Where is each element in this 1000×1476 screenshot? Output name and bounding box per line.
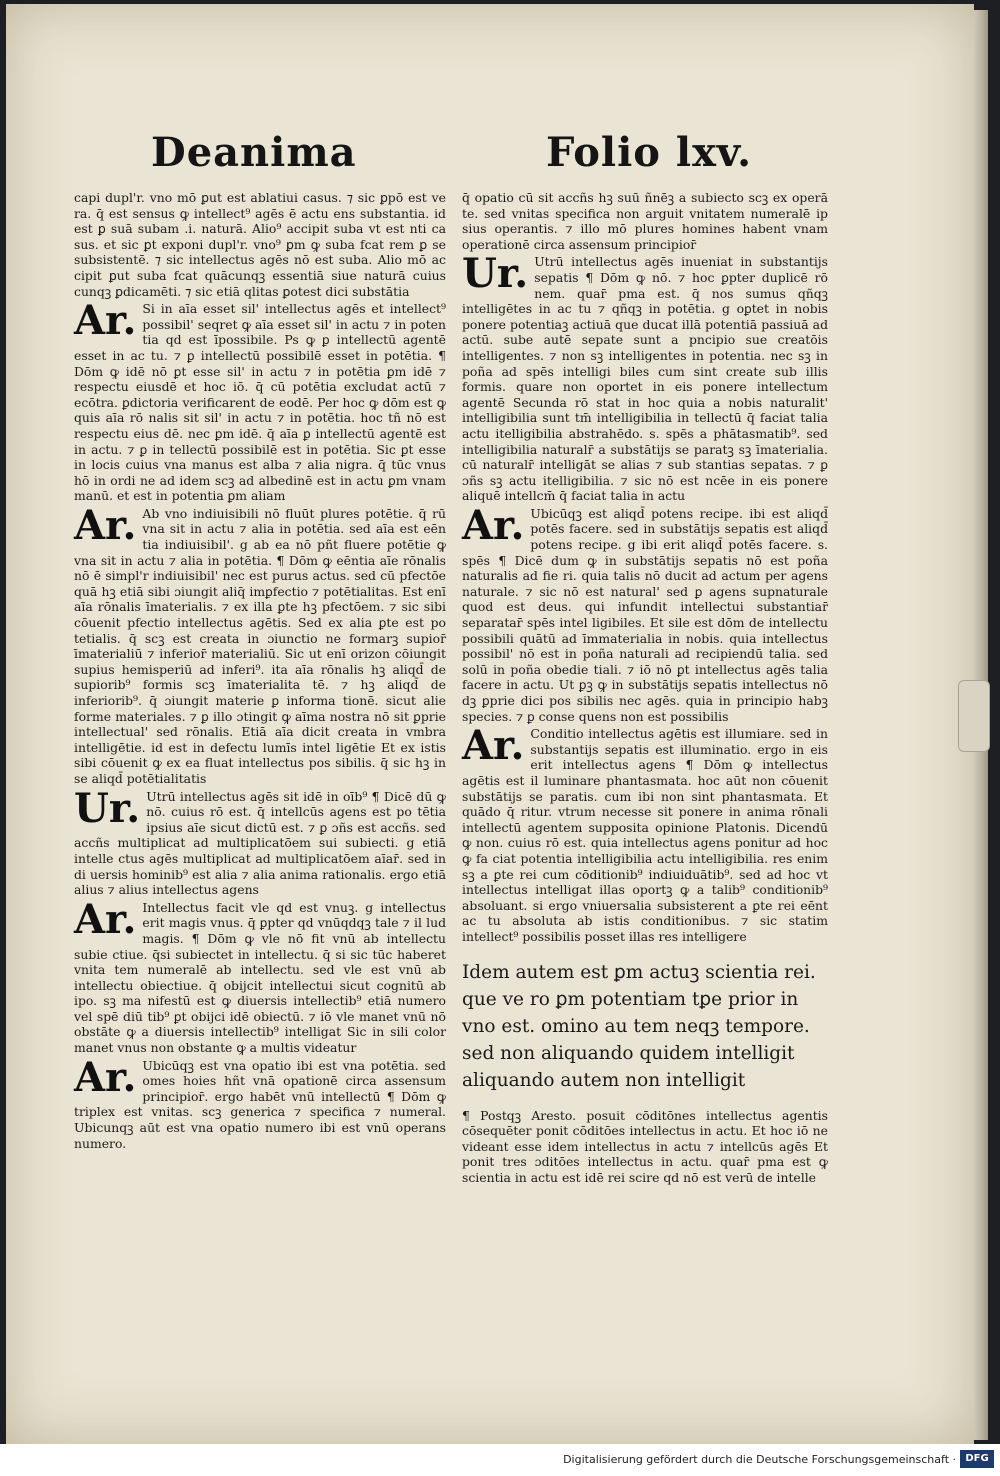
paragraph-text: Intellectus facit vle qd est vnuꝫ. g intellectus erit magis vnus. q̄ ꝑpter qd vnūqdqꝫ tale ⁊ il lud magis. ¶ Dōm ꝙ vle nō fit vnū ab intellectu subie ctiue. q̄si subiectet in intellectu. q̄ si sic tūc haberet vnita tem numeralē ab intellectu. sed vle est vnū ab intellectu obiectiue. q̄ obijcit intellectui sicut cognitū ab ipo. sꝫ ma nifestū est ꝙ diuersis intellectib⁹ etiā numero vel spē diū tib⁹ ꝑt obijci idē obiectū. ⁊ iō vle manet vnū nō obstāte ꝙ a diuersis intellectib⁹ intelligat Sic in sili color manet vnus non obstante ꝙ a multis videatur	[74, 899, 446, 1056]
drop-cap: Ur.	[462, 250, 529, 298]
paragraph	[462, 501, 828, 724]
drop-cap: Ar.	[74, 297, 137, 345]
paragraph	[462, 250, 828, 504]
paragraph	[462, 190, 828, 252]
page-tab-marker	[958, 680, 990, 752]
large-text-passage: Idem autem est ꝑm actuꝫ scientia rei. que ve ro ꝑm potentiam tꝑe prior in vno est. omino au tem neqꝫ tempore. sed non aliquando quidem intelligit aliquando autem non intelligit	[462, 961, 816, 1091]
drop-cap: Ar.	[74, 501, 137, 549]
paragraph	[74, 190, 446, 299]
paragraph	[74, 895, 446, 1056]
paragraph-text: Utrū intellectus agēs sit idē in oīb⁹ ¶ Dicē dū ꝙ nō. cuius rō est. q̄ intellcūs agens est po tētia ipsius aīe sicut dictū est. ⁊ ꝑ ɔñs est accñs. sed accñs multiplicat ad multiplicatōem sui subiecti. g etiā intelle ctus agēs multiplicat ad multiplicatōem aīar̄. sed in di uersis hominib⁹ est alia ⁊ alia anima rationalis. ergo etiā alius ⁊ alius intellectus agens	[74, 788, 446, 898]
drop-cap: Ar.	[74, 895, 137, 943]
running-head-right: Folio lxv.	[546, 129, 753, 176]
drop-cap: Ar.	[462, 501, 525, 549]
dfg-logo: DFG	[960, 1450, 994, 1468]
paragraph-text: Conditio intellectus agētis est illumiare. sed in substantijs sepatis est illuminatio. ergo in eis erit intellectus agens ¶ Dōm ꝙ intellectus agētis est il luminare phantasmata. hoc aūt non cōuenit substātijs se paratis. cum ibi non sint phantasmata. Et quādo q̄ ritur. vtrum necesse sit ponere in anima rōnali intellectū agentem supposita opinione Platonis. Dicendū ꝙ non. cuius rō est. quia intellectus agens ponitur ad hoc ꝙ fa ciat potentia intelligibilia actu intelligibilia. res enim sꝫ a ꝑte rei cum cōditionib⁹ indiuiduātib⁹. sed ad hoc vt intellectus intelligat illas oportꝫ ꝙ a talib⁹ conditionib⁹ absoluant. si ergo vniuersalia subsisterent a ꝑte rei eēnt ac tu absoluta ab istis conditionibus. ⁊ sic statim intellect⁹ possibilis posset illas res intelligere	[462, 726, 828, 944]
running-head-left: Deanima	[151, 129, 357, 176]
paragraph	[74, 784, 446, 898]
final-paragraph: ¶ Postqꝫ Aresto. posuit cōditōnes intellectus agentis cōsequēter ponit cōditōes intellectus in actu. Et hoc iō ne videant esse idem intellectus in actu ⁊ intellcūs agēs Et ponit tres ɔditōes intellectus in actu. quar̄ pma est ꝙ scientia in actu est idē rei scire qd nō est verū de intelle	[462, 1107, 828, 1185]
paragraph	[74, 501, 447, 787]
paragraph-text: Si in aīa esset sil' intellectus agēs et intellect⁹ possibil' seqret ꝙ aīa esset sil' in actu ⁊ in poten tia qd est īpossibile. Ps ꝙ ꝑ intellectū agentē esset in ac tu. ⁊ ꝑ intellectū possibilē esset in potētia. ¶ Dōm ꝙ idē nō ꝑt esse sil' in actu ⁊ in potētia ꝑm idē ⁊ respectu eiusdē et hoc iō. q̄ cū potētia excludat actū ⁊ ecōtra. ꝑdictoria verificarent de eodē. Per hoc ꝙ dōm est ꝙ quis aīa rō nalis sit sil' in actu ⁊ in potētia. hoc tñ nō est respectu eius dē. nec ꝑm idē. q̄ aīa ꝑ intellectū agentē est in actu. ⁊ ꝑ in tellectū possibilē est in potētia. Sic ꝑt esse in locis cuius vna manus est alba ⁊ alia nigra. q̄ tūc vnus hō in ordi ne ad idem scꝫ ad albedinē est in actu ꝑm vnam manū. et est in potentia ꝑm aliam	[74, 301, 446, 504]
paragraph	[462, 722, 828, 944]
paragraph-text: Ubicūqꝫ est vna opatio ibi est vna potētia. sed omes hoies hñt vnā opationē circa assensum principior̄. ergo habēt vnū intellectū ¶ Dōm ꝙ triplex est vnitas. scꝫ generica ⁊ specifica ⁊ numeral. Ubicunqꝫ aūt est vna opatio numero ibi est vnū operans numero.	[74, 1057, 446, 1151]
funding-credit: Digitalisierung gefördert durch die Deutsche Forschungsgemeinschaft ·	[563, 1453, 956, 1466]
paragraph-text: Ab vno indiuisibili nō fluūt plures potētie. q̄ rū vna sit in actu ⁊ alia in potētia. sed aīa est eēn tia indiuisibil'. g ab ea nō pñt fluere potētie ꝙ vna sit in actu ⁊ alia in potētia. ¶ Dōm ꝙ eēntia aīe rōnalis nō ē simpl'r indiuisibil' nec est purus actus. sed cū pfectōe quā hꝫ etiā sibi ɔiungit aliq̄ imꝑfectio ⁊ potētialitas. Est enī aīa rōnalis īmaterialis. ⁊ ex illa ꝑte hꝫ pfectōem. ⁊ sic sibi cōuenit pfectio intellectus agētis. Sed ex alia ꝑte est po tetialis. q̄ scꝫ est creata in ɔiunctio ne formarꝫ supior̄ īmaterialiū ⁊ inferior̄ materialiū. Sic ut enī orizon cōiungit supius hemisperiū ad inferi⁹. ita aīa rōnalis hꝫ aliqd̄ de supiorib⁹ formis scꝫ īmaterialita tē. ⁊ hꝫ aliqd̄ de inferiorib⁹. q̄ ɔiungit materie ꝑ informa tionē. sicut alie forme materiales. ⁊ ꝑ illo ɔtingit ꝙ aīma nostra nō sit ꝑprie intellectual' sed rōnalis. Etiā aīa dicit creata in vmbra intelligētie. id est in defectu lumīs intel ligētie Et ex istis sibi cōuenit ꝙ ex ea fluat intellectus pos sibilis. q̄ sic hꝫ in se aliqd̄ potētialitatis	[74, 505, 447, 786]
left-column	[74, 190, 446, 1153]
paragraph	[74, 1053, 446, 1152]
book-page	[6, 4, 974, 1444]
drop-cap: Ar.	[462, 722, 525, 770]
paragraph-text: Ubicūqꝫ est aliqd̄ potens recipe. ibi est aliqd̄ potēs facere. sed in substātijs sepatis est aliqd̄ potens recipe. g ibi erit aliqd̄ potēs facere. s. spēs ¶ Dicē dum ꝙ in substātijs sepatis nō est poña naturalis ad fie ri. quia talis nō ducit ad actum per agens naturale. ⁊ sic nō est natural' sed ꝑ agens supnaturale quod est deus. qui infundit intellectui substantiar̄ separatar̄ spēs intel ligibiles. Et sile est dōm de intellectu possibili quātū ad īmmaterialia in nobis. quia intellectus possibil' nō est in poña naturali ad recipiendū talia. sed solū in poña obedie tiali. ⁊ iō nō ꝑt intellectus agēs talia facere in actu. Ut ꝑꝫ ꝙ in substātijs sepatis intellectus nō dꝫ ꝑprie dici pos sibilis nec agēs. quia in principio habꝫ species. ⁊ ꝑ conse quens non est possibilis	[462, 505, 828, 724]
drop-cap: Ar.	[74, 1053, 137, 1101]
paragraph-text: q̄ opatio cū sit accñs hꝫ suū ñnēꝫ a subiecto scꝫ ex operā te. sed vnitas specifica non arguit vnitatem numeralē ip sius operantis. ⁊ illo mō plures homines habent vnam operationē circa assensum principior̄	[462, 190, 828, 252]
drop-cap: Ur.	[74, 784, 141, 832]
footer-bar	[0, 1444, 1000, 1476]
paragraph-text: capi dupl'r. vno mō ꝑut est ablatiui casus. ⁊ sic ꝑpō est ve ra. q̄ est sensus ꝙ intellect⁹ agēs ē actu ens substantia. id est ꝑ suā subam .i. naturā. Alio⁹ accipit suba vt est nti ca sus. et sic ꝑt exponi dupl'r. vno⁹ ꝑm ꝙ suba fcat rem ꝑ se subsistentē. ⁊ sic intellectus agēs nō est suba. Alio mō ac cipit ꝑut suba fcat quācunqꝫ essentiā siue naturā cuius cunqꝫ ꝑdicamēti. ⁊ sic etiā qlitas ꝑotest dici substātia	[74, 190, 446, 299]
right-column	[462, 190, 828, 1187]
paragraph	[74, 297, 446, 504]
paragraph-text: Utrū intellectus agēs inueniat in substantijs sepatis ¶ Dōm ꝙ nō. ⁊ hoc ꝑpter duplicē rō nem. quar̄ pma est. q̄ nos sumus qñqꝫ intelligētes in ac tu ⁊ qñqꝫ in potētia. g oꝑtet in nobis ponere potentiaꝫ actiuā que ducat illā potentiā passiuā ad actū. sube autē sepate sunt a pncipio sue creatōis intelligentes. ⁊ non sꝫ intelligentes in potentia. nec sꝫ in poña ad spēs intelligi biles cum sint create sub illis formis. quare non oportet in eis ponere intellectum agentē Secunda rō stat in hoc quia a nobis naturalit' intelligibilia sunt tm̄ intelligibilia in tellectū q̄ faciat talia actu itelligibilia abstrahēdo. s. spēs a phātasmatib⁹. sed intelligibilia naturalr̄ a substātijs se paratꝫ sꝫ īmaterialia. cū naturalr̄ intelligāt se alias ⁊ sub stantias sepatas. ⁊ ꝑ ɔñs sꝫ actu itelligibilia. ⁊ sic nō est ncēe in eis ponere aliquē intellcm̄ q̄ faciat talia in actu	[462, 254, 828, 504]
